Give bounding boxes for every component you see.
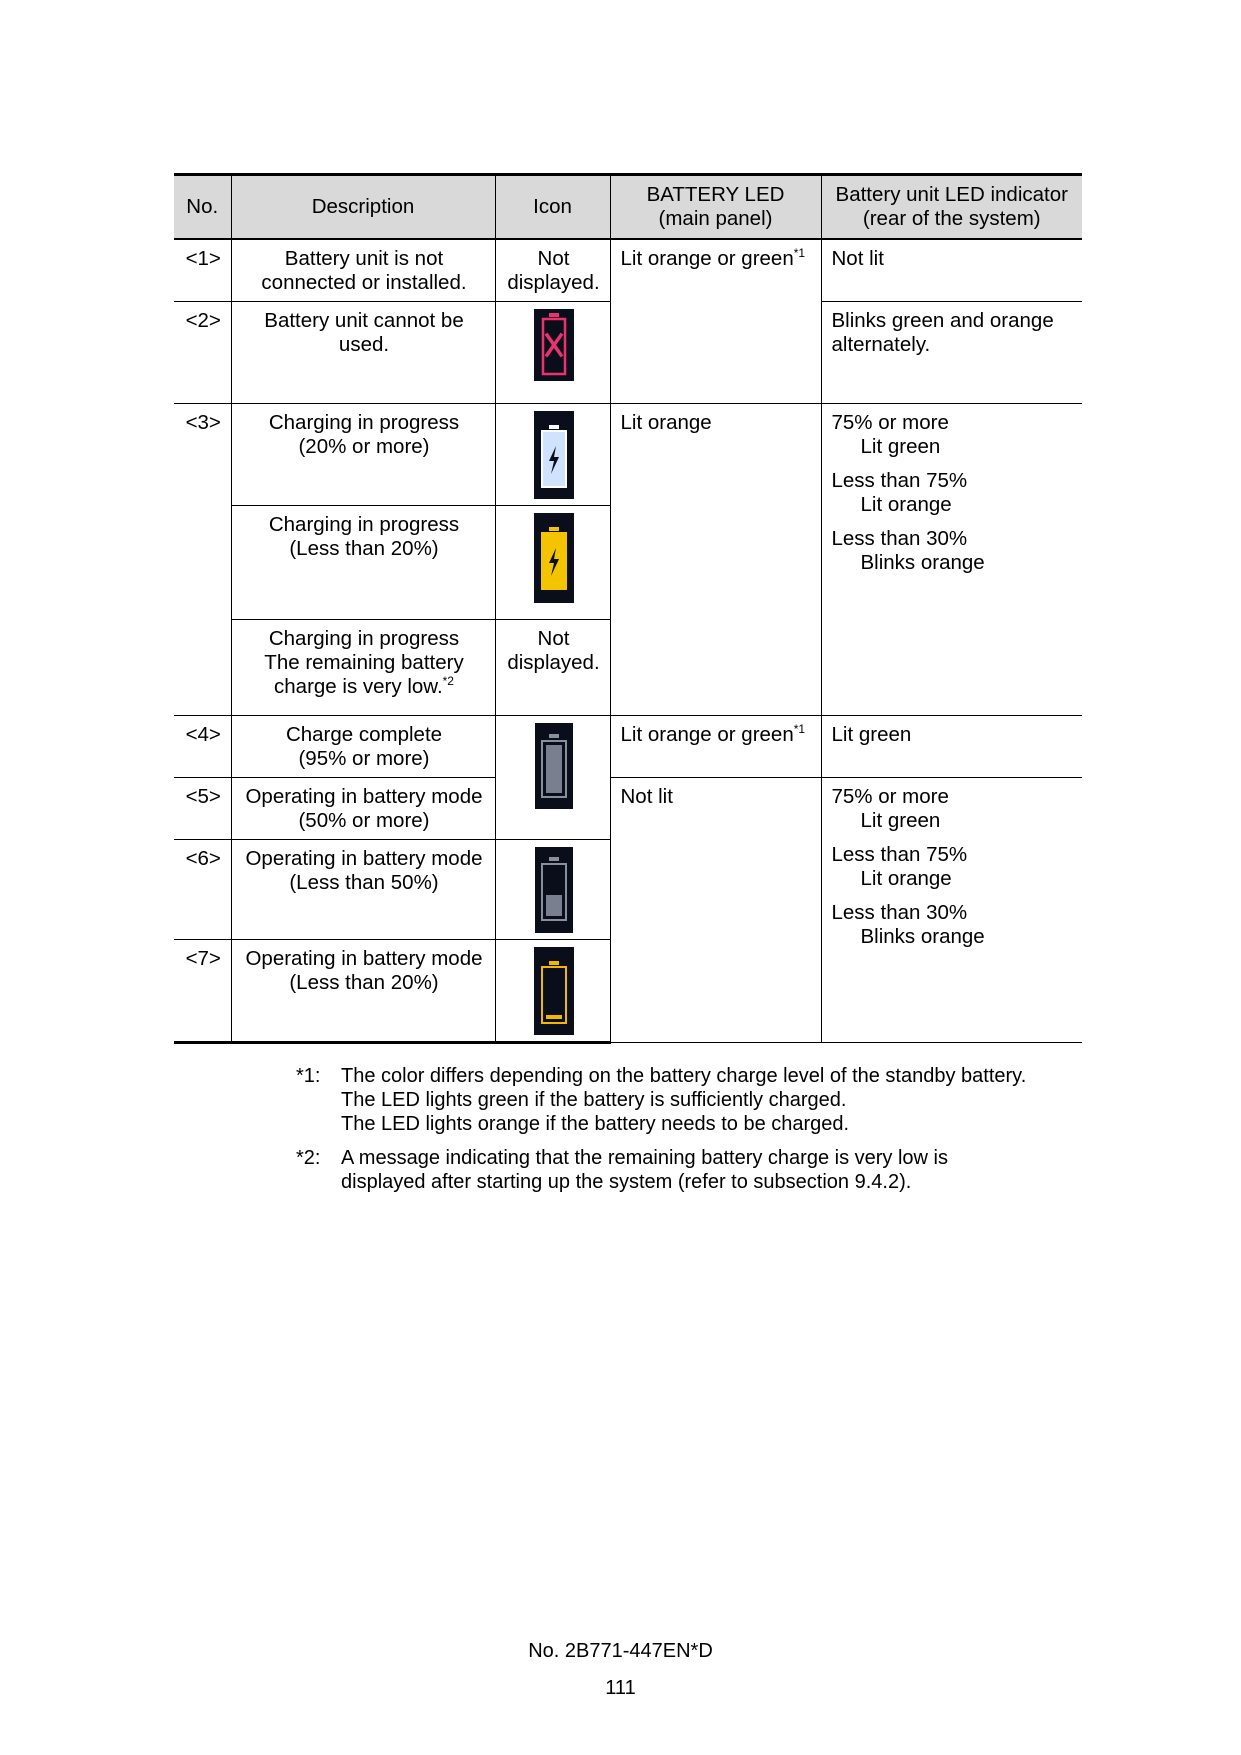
header-description: Description bbox=[231, 175, 495, 240]
battery-led-cell: Not lit bbox=[610, 778, 821, 1043]
list-item: 75% or more Lit green bbox=[831, 785, 949, 832]
battery-led-cell: Lit orange bbox=[610, 404, 821, 716]
list-item: Less than 75% Lit orange bbox=[831, 843, 968, 890]
row-number: <5> bbox=[174, 778, 231, 840]
row-number: <7> bbox=[174, 940, 231, 1043]
table-row bbox=[174, 404, 1082, 506]
row-number: <6> bbox=[174, 840, 231, 940]
row-description: Charge complete (95% or more) bbox=[231, 716, 495, 778]
icon-not-displayed: Not displayed. bbox=[495, 239, 610, 302]
table-row bbox=[174, 239, 1082, 302]
battery-half-icon bbox=[535, 847, 573, 933]
page-number: 111 bbox=[605, 1677, 636, 1699]
row-description: Charging in progress (Less than 20%) bbox=[231, 506, 495, 620]
row-number: <2> bbox=[174, 302, 231, 404]
header-battery-led: BATTERY LED (main panel) bbox=[610, 175, 821, 240]
row-number: <3> bbox=[174, 404, 231, 716]
row-description: Charging in progress (20% or more) bbox=[231, 404, 495, 506]
unit-led-cell: Blinks green and orange alternately. bbox=[821, 302, 1082, 404]
footnote-2 bbox=[296, 1146, 1086, 1194]
row-description: Operating in battery mode (Less than 50%) bbox=[231, 840, 495, 940]
list-item: Less than 30% Blinks orange bbox=[831, 901, 985, 948]
unit-led-cell: Not lit bbox=[821, 239, 1082, 302]
battery-status-table bbox=[174, 173, 1082, 1044]
row-number: <4> bbox=[174, 716, 231, 778]
header-unit-led: Battery unit LED indicator (rear of the system) bbox=[821, 175, 1082, 240]
list-item: 75% or more Lit green bbox=[831, 411, 949, 458]
battery-led-cell: Lit orange or green$^{*1}$ bbox=[610, 716, 821, 778]
header-icon: Icon bbox=[495, 175, 610, 240]
header-no: No. bbox=[174, 175, 231, 240]
unit-led-cell: Lit green bbox=[821, 716, 1082, 778]
table-header-row bbox=[174, 175, 1082, 240]
footnote-mark: *1: bbox=[296, 1065, 321, 1087]
row-description: Operating in battery mode (50% or more) bbox=[231, 778, 495, 840]
footnote-mark: *2: bbox=[296, 1147, 321, 1169]
row-description: Operating in battery mode (Less than 20%) bbox=[231, 940, 495, 1043]
footnote-text: The color differs depending on the battery charge level of the standby battery. The LED lights green if the battery is sufficiently charged. The LED lights orange if the battery needs to be charged. bbox=[341, 1065, 1027, 1135]
row-description: Battery unit is not connected or installed. bbox=[231, 239, 495, 302]
table-row bbox=[174, 716, 1082, 778]
battery-low-icon bbox=[534, 947, 574, 1035]
unit-led-cell bbox=[821, 404, 1082, 716]
unit-led-cell bbox=[821, 778, 1082, 1043]
row-description: Battery unit cannot be used. bbox=[231, 302, 495, 404]
list-item: Less than 75% Lit orange bbox=[831, 469, 968, 516]
footnote-text: A message indicating that the remaining battery charge is very low is displayed after starting up the system (refer to subsection 9.4.2). bbox=[341, 1147, 948, 1193]
document-number: No. 2B771-447EN*D bbox=[528, 1640, 713, 1662]
battery-charging-low-icon bbox=[534, 513, 574, 603]
battery-charging-icon bbox=[534, 411, 574, 499]
list-item: Less than 30% Blinks orange bbox=[831, 527, 985, 574]
footnote-1 bbox=[296, 1064, 1086, 1136]
icon-not-displayed: Not displayed. bbox=[495, 620, 610, 716]
table-row bbox=[174, 778, 1082, 840]
battery-error-icon bbox=[534, 309, 574, 381]
battery-full-icon bbox=[535, 723, 573, 809]
footnotes bbox=[296, 1064, 1086, 1204]
row-description: Charging in progress The remaining battery charge is very low.$^{*2}$ bbox=[231, 620, 495, 716]
row-number: <1> bbox=[174, 239, 231, 302]
battery-led-cell: Lit orange or green$^{*1}$ bbox=[610, 239, 821, 404]
